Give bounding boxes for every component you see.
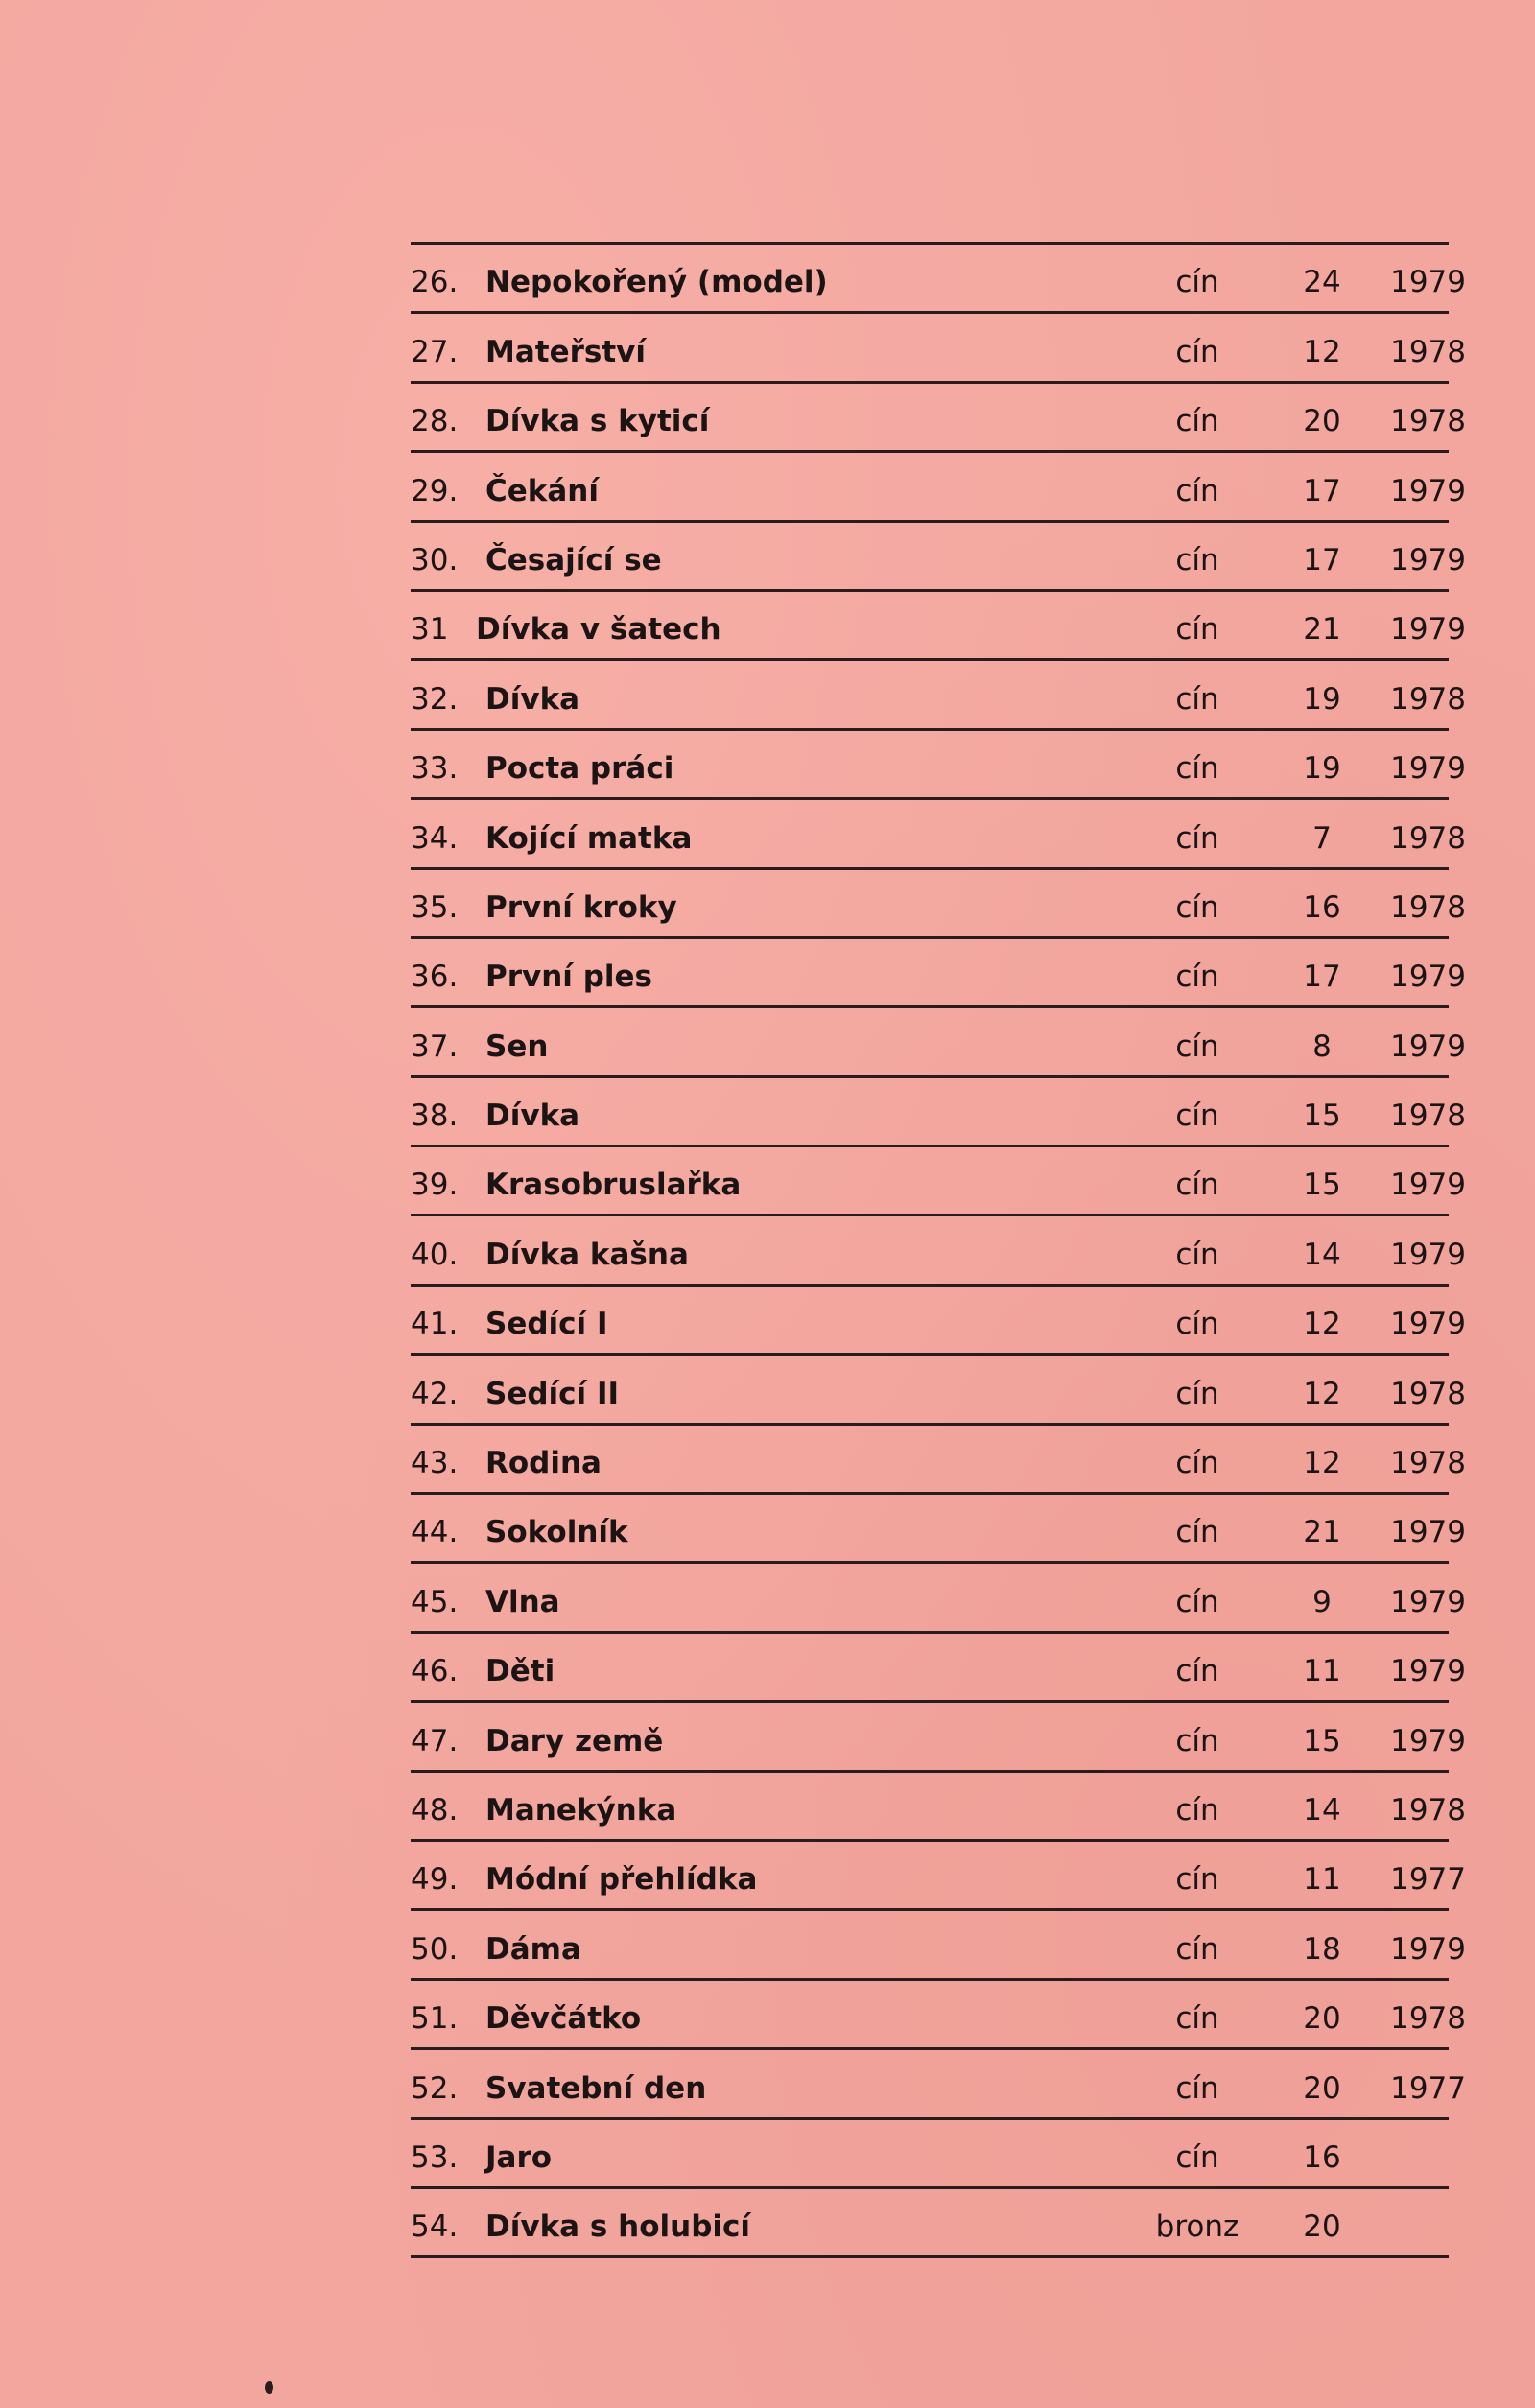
work-title: Dary země [485,1723,664,1759]
work-title: První ples [485,959,652,995]
row-number: 49. [411,1862,459,1898]
work-year: 1978 [1390,820,1466,856]
work-year: 1979 [1390,1307,1466,1342]
row-number: 28. [411,404,459,439]
work-title: Dívka v šatech [476,612,721,648]
table-row [411,384,1466,453]
table-row [411,731,1466,800]
work-title: Děvčátko [485,2001,642,2037]
work-year: 1978 [1390,1446,1466,1481]
work-year: 1979 [1390,265,1466,300]
work-material: cín [1175,2001,1219,2037]
work-material: cín [1175,1931,1219,1967]
table-row [411,1426,1466,1495]
work-year: 1979 [1390,1168,1466,1203]
work-title: Dáma [485,1931,581,1967]
table-row [411,1773,1466,1842]
row-number: 30. [411,542,459,578]
work-quantity: 14 [1303,1237,1341,1272]
row-number: 43. [411,1446,459,1481]
work-year: 1978 [1390,1792,1466,1828]
work-title: Jaro [485,2139,553,2175]
work-material: cín [1175,1515,1219,1550]
work-material: cín [1175,1446,1219,1481]
work-quantity: 12 [1303,334,1341,369]
row-number: 39. [411,1168,459,1203]
work-material: cín [1175,1098,1219,1134]
work-material: cín [1175,681,1219,717]
work-material: cín [1175,959,1219,995]
work-title: Česající se [485,542,662,578]
table-row [411,939,1466,1008]
row-number: 46. [411,1654,459,1689]
work-quantity: 19 [1303,681,1341,717]
work-title: Dívka [485,1098,580,1134]
table-row [411,1287,1466,1356]
work-title: Svatební den [485,2070,707,2106]
work-title: Rodina [485,1446,602,1481]
work-year: 1979 [1390,1028,1466,1064]
work-title: Sedící II [485,1376,620,1411]
work-quantity: 17 [1303,473,1341,508]
row-number: 40. [411,1237,459,1272]
work-year: 1979 [1390,751,1466,787]
work-year: 1978 [1390,681,1466,717]
work-material: cín [1175,1028,1219,1064]
work-material: bronz [1155,2209,1240,2245]
row-number: 34. [411,820,459,856]
table-row [411,453,1466,522]
work-quantity: 21 [1303,1515,1341,1550]
work-title: Dívka kašna [485,1237,689,1272]
table-row [411,870,1466,939]
works-table [411,242,1466,2258]
work-material: cín [1175,542,1219,578]
work-material: cín [1175,751,1219,787]
table-row [411,523,1466,592]
work-material: cín [1175,612,1219,648]
work-title: Kojící matka [485,820,693,856]
row-number: 38. [411,1098,459,1134]
row-number: 37. [411,1028,459,1064]
work-year: 1979 [1390,959,1466,995]
row-number: 50. [411,1931,459,1967]
row-number: 53. [411,2139,459,2175]
work-year: 1979 [1390,473,1466,508]
table-row [411,592,1466,661]
row-number: 26. [411,265,459,300]
work-year: 1977 [1390,1862,1466,1898]
work-material: cín [1175,1792,1219,1828]
work-year: 1979 [1390,1654,1466,1689]
table-row [411,2120,1449,2189]
work-year: 1979 [1390,1931,1466,1967]
work-year: 1978 [1390,334,1466,369]
work-title: Manekýnka [485,1792,677,1828]
work-year: 1979 [1390,542,1466,578]
work-material: cín [1175,1376,1219,1411]
row-number: 52. [411,2070,459,2106]
work-material: cín [1175,1168,1219,1203]
work-title: Sen [485,1028,549,1064]
table-row [411,1008,1466,1077]
work-material: cín [1175,334,1219,369]
work-year: 1979 [1390,1723,1466,1759]
table-row [411,245,1466,314]
work-title: Dívka s holubicí [485,2209,751,2245]
work-quantity: 16 [1303,889,1341,925]
work-title: Módní přehlídka [485,1862,758,1898]
row-number: 32. [411,681,459,717]
work-quantity: 18 [1303,1931,1341,1967]
work-year: 1978 [1390,2001,1466,2037]
work-material: cín [1175,1237,1219,1272]
work-title: Nepokořený (model) [485,265,828,300]
ink-speck [265,2381,273,2394]
table-row [411,1147,1466,1216]
work-quantity: 12 [1303,1376,1341,1411]
work-material: cín [1175,820,1219,856]
row-number: 42. [411,1376,459,1411]
row-number: 35. [411,889,459,925]
work-quantity: 20 [1303,404,1341,439]
work-title: Dívka [485,681,580,717]
work-year: 1979 [1390,612,1466,648]
work-quantity: 12 [1303,1307,1341,1342]
work-quantity: 15 [1303,1168,1341,1203]
work-material: cín [1175,2139,1219,2175]
row-number: 47. [411,1723,459,1759]
work-material: cín [1175,473,1219,508]
work-title: Sokolník [485,1515,628,1550]
work-title: Čekání [485,473,600,508]
table-row [411,1356,1466,1425]
row-number: 54. [411,2209,459,2245]
work-quantity: 11 [1303,1654,1341,1689]
row-number: 51. [411,2001,459,2037]
work-title: Děti [485,1654,555,1689]
row-number: 33. [411,751,459,787]
work-year: 1979 [1390,1237,1466,1272]
work-title: Krasobruslařka [485,1168,742,1203]
row-number: 29. [411,473,459,508]
work-quantity: 17 [1303,542,1341,578]
work-quantity: 11 [1303,1862,1341,1898]
work-material: cín [1175,265,1219,300]
work-title: Sedící I [485,1307,608,1342]
table-row [411,1495,1466,1564]
work-material: cín [1175,1654,1219,1689]
table-row [411,1981,1466,2050]
row-number: 41. [411,1307,459,1342]
table-row [411,661,1466,730]
work-quantity: 8 [1312,1028,1332,1064]
work-year: 1978 [1390,1098,1466,1134]
work-quantity: 19 [1303,751,1341,787]
work-quantity: 15 [1303,1723,1341,1759]
table-row [411,1564,1466,1633]
row-number: 31 [411,612,449,648]
table-row [411,1703,1466,1772]
table-row [411,1842,1466,1911]
work-material: cín [1175,1307,1219,1342]
work-title: Pocta práci [485,751,674,787]
work-quantity: 20 [1303,2001,1341,2037]
work-material: cín [1175,889,1219,925]
work-title: Dívka s kyticí [485,404,710,439]
work-quantity: 20 [1303,2209,1341,2245]
work-year: 1978 [1390,889,1466,925]
work-quantity: 24 [1303,265,1341,300]
table-row [411,314,1466,383]
work-material: cín [1175,1862,1219,1898]
work-quantity: 21 [1303,612,1341,648]
work-title: Mateřství [485,334,647,369]
work-quantity: 15 [1303,1098,1341,1134]
work-quantity: 7 [1312,820,1332,856]
row-number: 45. [411,1584,459,1619]
work-material: cín [1175,1584,1219,1619]
work-material: cín [1175,2070,1219,2106]
row-number: 48. [411,1792,459,1828]
row-number: 44. [411,1515,459,1550]
work-quantity: 14 [1303,1792,1341,1828]
table-row [411,2050,1466,2119]
table-row [411,2189,1449,2258]
work-year: 1977 [1390,2070,1466,2106]
work-quantity: 12 [1303,1446,1341,1481]
work-year: 1978 [1390,1376,1466,1411]
work-title: První kroky [485,889,677,925]
work-quantity: 9 [1312,1584,1332,1619]
table-row [411,1216,1466,1286]
row-number: 27. [411,334,459,369]
work-material: cín [1175,404,1219,439]
work-quantity: 20 [1303,2070,1341,2106]
table-row [411,1078,1466,1147]
table-row [411,1911,1466,1980]
row-number: 36. [411,959,459,995]
work-year: 1978 [1390,404,1466,439]
table-row [411,1634,1466,1703]
work-quantity: 16 [1303,2139,1341,2175]
work-year: 1979 [1390,1515,1466,1550]
table-row [411,800,1466,869]
work-title: Vlna [485,1584,560,1619]
work-quantity: 17 [1303,959,1341,995]
work-material: cín [1175,1723,1219,1759]
work-year: 1979 [1390,1584,1466,1619]
